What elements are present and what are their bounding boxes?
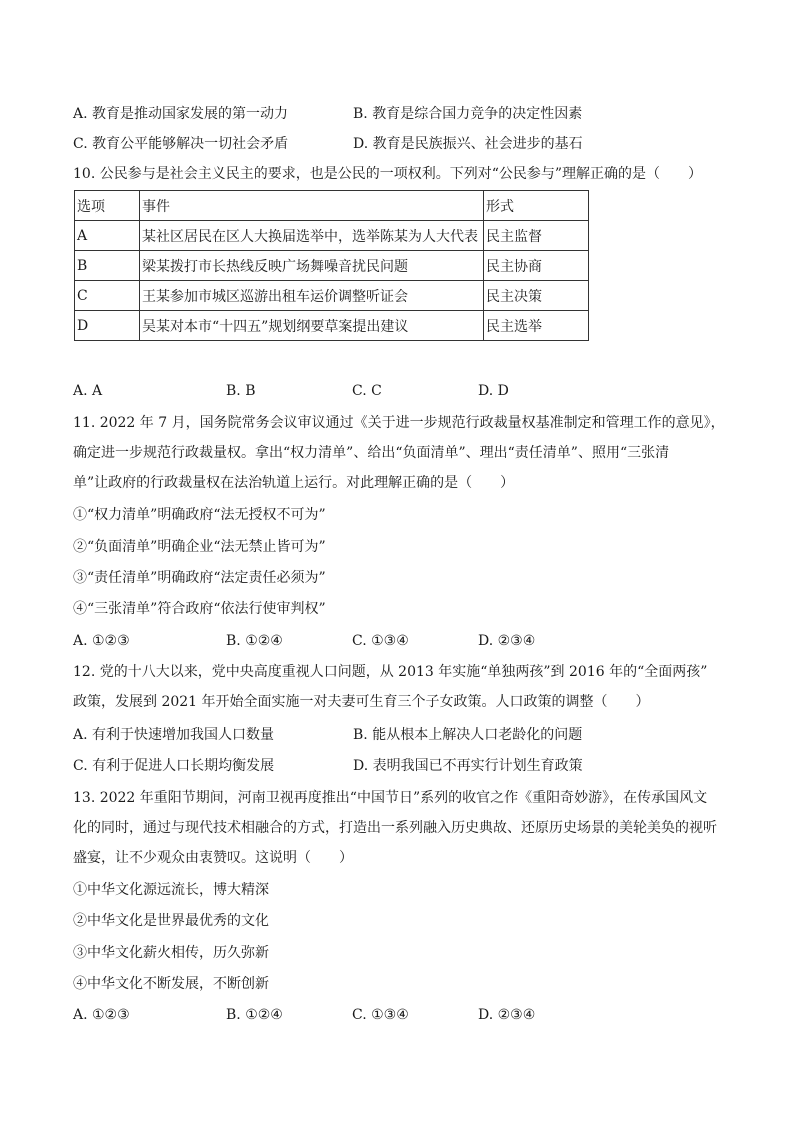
q11-option-b: B. ①②④ <box>226 633 283 649</box>
table-cell: C <box>75 281 140 311</box>
q11-option-c: C. ①③④ <box>352 633 409 649</box>
q11-statement-2: ②“负面清单”明确企业“法无禁止皆可为” <box>73 539 326 555</box>
q11-stem-line-3: 单”让政府的行政裁量权在法治轨道上运行。对此理解正确的是（ ） <box>73 475 515 491</box>
q13-statement-3: ③中华文化薪火相传，历久弥新 <box>73 945 269 961</box>
q9-option-d: D. 教育是民族振兴、社会进步的基石 <box>353 136 583 152</box>
table-cell: A <box>75 221 140 251</box>
table-cell: B <box>75 251 140 281</box>
q11-option-d: D. ②③④ <box>478 633 536 649</box>
table-row <box>75 311 589 341</box>
q11-statement-1: ①“权力清单”明确政府“法无授权不可为” <box>73 507 326 523</box>
table-cell: 民主监督 <box>484 221 589 251</box>
q9-option-b: B. 教育是综合国力竞争的决定性因素 <box>353 106 583 122</box>
q13-option-b: B. ①②④ <box>226 1007 283 1023</box>
q12-stem-line-1: 12. 党的十八大以来，党中央高度重视人口问题，从 2013 年实施“单独两孩”到 2016 年的“全面两孩” <box>73 664 708 680</box>
q11-statement-3: ③“责任清单”明确政府“法定责任必须为” <box>73 570 326 586</box>
q11-stem-line-2: 确定进一步规范行政裁量权。拿出“权力清单”、给出“负面清单”、理出“责任清单”、照用“三张清 <box>73 445 670 461</box>
table-cell: 民主协商 <box>484 251 589 281</box>
table-cell: 民主决策 <box>484 281 589 311</box>
table-cell: 某社区居民在区人大换届选举中，选举陈某为人大代表 <box>140 221 484 251</box>
q13-stem-line-2: 化的同时，通过与现代技术相融合的方式，打造出一系列融入历史典故、还原历史场景的美轮美奂的视听 <box>73 820 717 836</box>
q9-option-c: C. 教育公平能够解决一切社会矛盾 <box>73 136 289 152</box>
q13-statement-4: ④中华文化不断发展，不断创新 <box>73 976 269 992</box>
q13-stem-line-1: 13. 2022 年重阳节期间，河南卫视再度推出“中国节日”系列的收官之作《重阳奇妙游》，在传承国风文 <box>73 790 708 806</box>
q10-option-d: D. D <box>478 383 509 399</box>
q10-option-c: C. C <box>352 383 382 399</box>
table-cell: D <box>75 311 140 341</box>
q10-stem: 10. 公民参与是社会主义民主的要求，也是公民的一项权利。下列对“公民参与”理解正确的是（ ） <box>73 166 703 182</box>
q9-option-a: A. 教育是推动国家发展的第一动力 <box>73 106 289 122</box>
q12-stem-line-2: 政策，发展到 2021 年开始全面实施一对夫妻可生育三个子女政策。人口政策的调整（ ） <box>73 694 650 710</box>
q13-stem-line-3: 盛宴，让不少观众由衷赞叹。这说明（ ） <box>73 850 353 866</box>
table-cell: 梁某拨打市长热线反映广场舞噪音扰民问题 <box>140 251 484 281</box>
table-cell: 王某参加市城区巡游出租车运价调整听证会 <box>140 281 484 311</box>
q12-option-d: D. 表明我国已不再实行计划生育政策 <box>353 758 583 774</box>
table-row <box>75 251 589 281</box>
q10-option-a: A. A <box>73 383 103 399</box>
q13-statement-1: ①中华文化源远流长，博大精深 <box>73 882 269 898</box>
q13-option-c: C. ①③④ <box>352 1007 409 1023</box>
table-cell: 民主选举 <box>484 311 589 341</box>
q10-table <box>74 190 589 341</box>
q11-option-a: A. ①②③ <box>73 633 130 649</box>
table-header-cell: 事件 <box>140 191 484 221</box>
table-header-cell: 选项 <box>75 191 140 221</box>
q12-option-b: B. 能从根本上解决人口老龄化的问题 <box>353 727 583 743</box>
q12-option-c: C. 有利于促进人口长期均衡发展 <box>73 758 275 774</box>
q13-option-a: A. ①②③ <box>73 1007 130 1023</box>
table-row <box>75 221 589 251</box>
q11-stem-line-1: 11. 2022 年 7 月，国务院常务会议审议通过《关于进一步规范行政裁量权基准制定和管理工作的意见》， <box>73 415 725 431</box>
q11-statement-4: ④“三张清单”符合政府“依法行使审判权” <box>73 601 326 617</box>
table-cell: 吴某对本市“十四五”规划纲要草案提出建议 <box>140 311 484 341</box>
table-header-cell: 形式 <box>484 191 589 221</box>
table-header-row <box>75 191 589 221</box>
q13-statement-2: ②中华文化是世界最优秀的文化 <box>73 913 269 929</box>
q13-option-d: D. ②③④ <box>478 1007 536 1023</box>
table-row <box>75 281 589 311</box>
q12-option-a: A. 有利于快速增加我国人口数量 <box>73 727 275 743</box>
q10-option-b: B. B <box>226 383 256 399</box>
